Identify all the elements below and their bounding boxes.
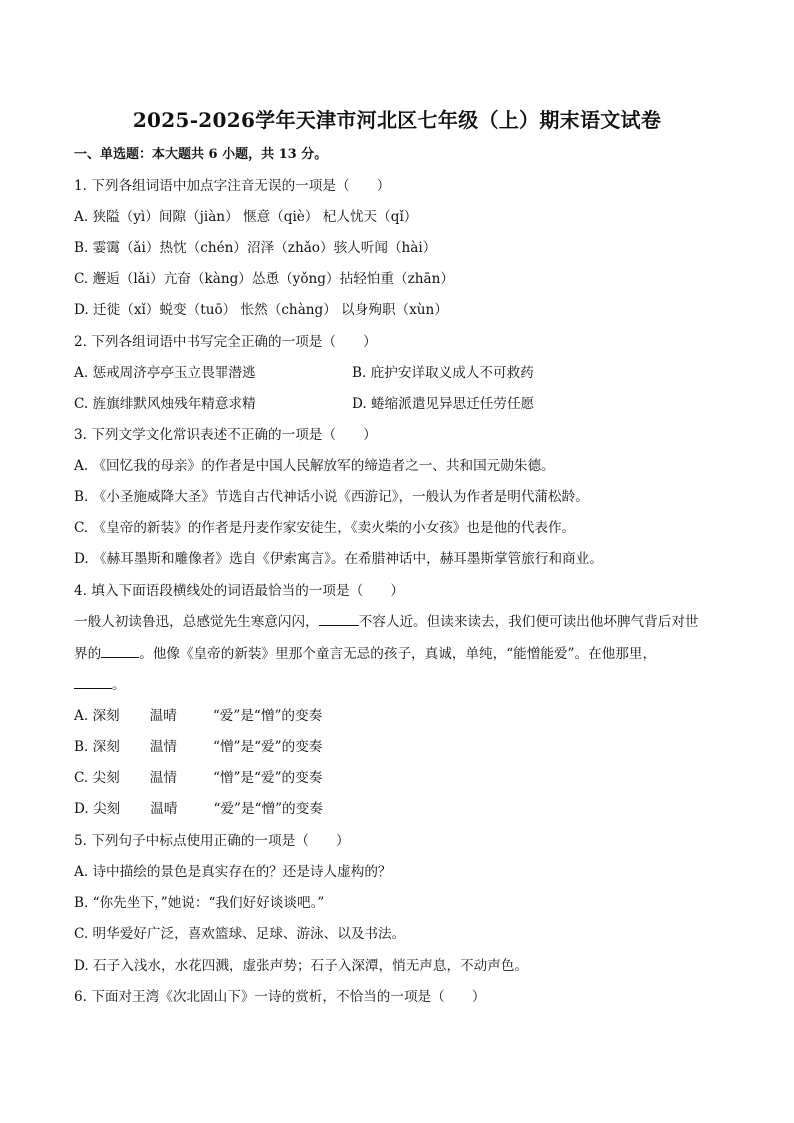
option-word-2: 温情 <box>149 739 178 755</box>
question-1-option-d: D. 迁徙（xǐ）蜕变（tuō） 怅然（chàng） 以身殉职（xùn） <box>74 302 448 318</box>
question-4-option-a <box>74 707 322 725</box>
question-2-option-a: A. 惩戒周济亭亭玉立畏罪潜逃 <box>74 365 256 381</box>
question-2-option-d: D. 蜷缩派遣见异思迁任劳任愿 <box>352 396 535 412</box>
passage-text: 。 <box>112 677 126 693</box>
question-5-option-d: D. 石子入浅水，水花四溅，虚张声势；石子入深潭，悄无声息，不动声色。 <box>74 958 529 974</box>
option-word-3: “爱”是“憎”的变奏 <box>213 801 323 817</box>
section-header: 一、单选题：本大题共 6 小题，共 13 分。 <box>74 147 328 162</box>
option-word-2: 温情 <box>149 770 177 786</box>
fill-blank-1 <box>319 613 359 626</box>
option-word-1: B. 深刻 <box>74 739 120 755</box>
question-3-option-d: D. 《赫耳墨斯和雕像者》选自《伊索寓言》。在希腊神话中，赫耳墨斯掌管旅行和商业。 <box>74 551 603 567</box>
question-5-stem: 5. 下列句子中标点使用正确的一项是（ ） <box>74 833 350 849</box>
fill-blank-2 <box>101 645 139 658</box>
question-1-option-c: C. 邂逅（lǎi）亢奋（kàng）怂恿（yǒng）拈轻怕重（zhān） <box>74 271 454 287</box>
question-4-passage-line-3 <box>74 676 126 694</box>
question-3-option-b: B. 《小圣施威降大圣》节选自古代神话小说《西游记》，一般认为作者是明代蒲松龄。 <box>74 489 589 505</box>
question-1-option-b: B. 霎霭（ǎi）热忱（chén）沼泽（zhǎo）骇人听闻（hài） <box>74 240 437 256</box>
question-5-option-c: C. 明华爱好广泛，喜欢篮球、足球、游泳、以及书法。 <box>74 926 406 942</box>
question-4-stem: 4. 填入下面语段横线处的词语最恰当的一项是（ ） <box>74 583 404 599</box>
option-word-3: “爱”是“憎”的变奏 <box>212 708 323 724</box>
passage-text: 界的 <box>74 646 102 662</box>
question-4-option-c <box>74 769 322 787</box>
question-4-passage-line-2 <box>74 645 656 663</box>
passage-text: 一般人初读鲁迅，总感觉先生寒意闪闪， <box>74 614 319 630</box>
option-word-2: 温晴 <box>150 801 178 817</box>
passage-text: 。他像《皇帝的新装》里那个童言无忌的孩子，真诚，单纯，“能憎能爱”。在他那里， <box>139 646 657 662</box>
exam-title: 2025-2026学年天津市河北区七年级（上）期末语文试卷 <box>132 108 662 132</box>
question-2-stem: 2. 下列各组词语中书写完全正确的一项是（ ） <box>74 334 377 350</box>
option-word-3: “憎”是“爱”的变奏 <box>213 739 323 755</box>
question-4-option-d <box>74 800 323 818</box>
question-4-option-b <box>74 738 322 756</box>
question-4-passage-line-1 <box>74 613 699 631</box>
question-3-option-c: C. 《皇帝的新装》的作者是丹麦作家安徒生，《卖火柴的小女孩》也是他的代表作。 <box>74 520 576 536</box>
option-word-3: “憎”是“爱”的变奏 <box>212 770 323 786</box>
option-word-1: D. 尖刻 <box>74 801 121 817</box>
question-3-option-a: A. 《回忆我的母亲》的作者是中国人民解放军的缔造者之一、共和国元勋朱德。 <box>74 458 555 474</box>
option-word-2: 温晴 <box>149 708 177 724</box>
option-word-1: C. 尖刻 <box>74 770 120 786</box>
question-2-option-b: B. 庇护安详取义成人不可救药 <box>352 365 534 381</box>
fill-blank-3 <box>74 676 112 689</box>
question-6-stem: 6. 下面对王湾《次北固山下》一诗的赏析，不恰当的一项是（ ） <box>74 989 486 1005</box>
option-word-1: A. 深刻 <box>74 708 120 724</box>
question-1-option-a: A. 狭隘（yì）间隙（jiàn） 惬意（qiè） 杞人忧天（qǐ） <box>74 209 418 225</box>
question-3-stem: 3. 下列文学文化常识表述不正确的一项是（ ） <box>74 427 377 443</box>
question-5-option-b: B. “你先坐下，”她说：“我们好好谈谈吧。” <box>74 895 325 911</box>
question-5-option-a: A. 诗中描绘的景色是真实存在的？还是诗人虚构的？ <box>74 864 392 880</box>
question-2-option-c: C. 旌旗绯默风烛残年精意求精 <box>74 396 256 412</box>
question-1-stem: 1. 下列各组词语中加点字注音无误的一项是（ ） <box>74 178 391 194</box>
passage-text: 不容人近。但读来读去，我们便可读出他坏脾气背后对世 <box>358 614 699 630</box>
